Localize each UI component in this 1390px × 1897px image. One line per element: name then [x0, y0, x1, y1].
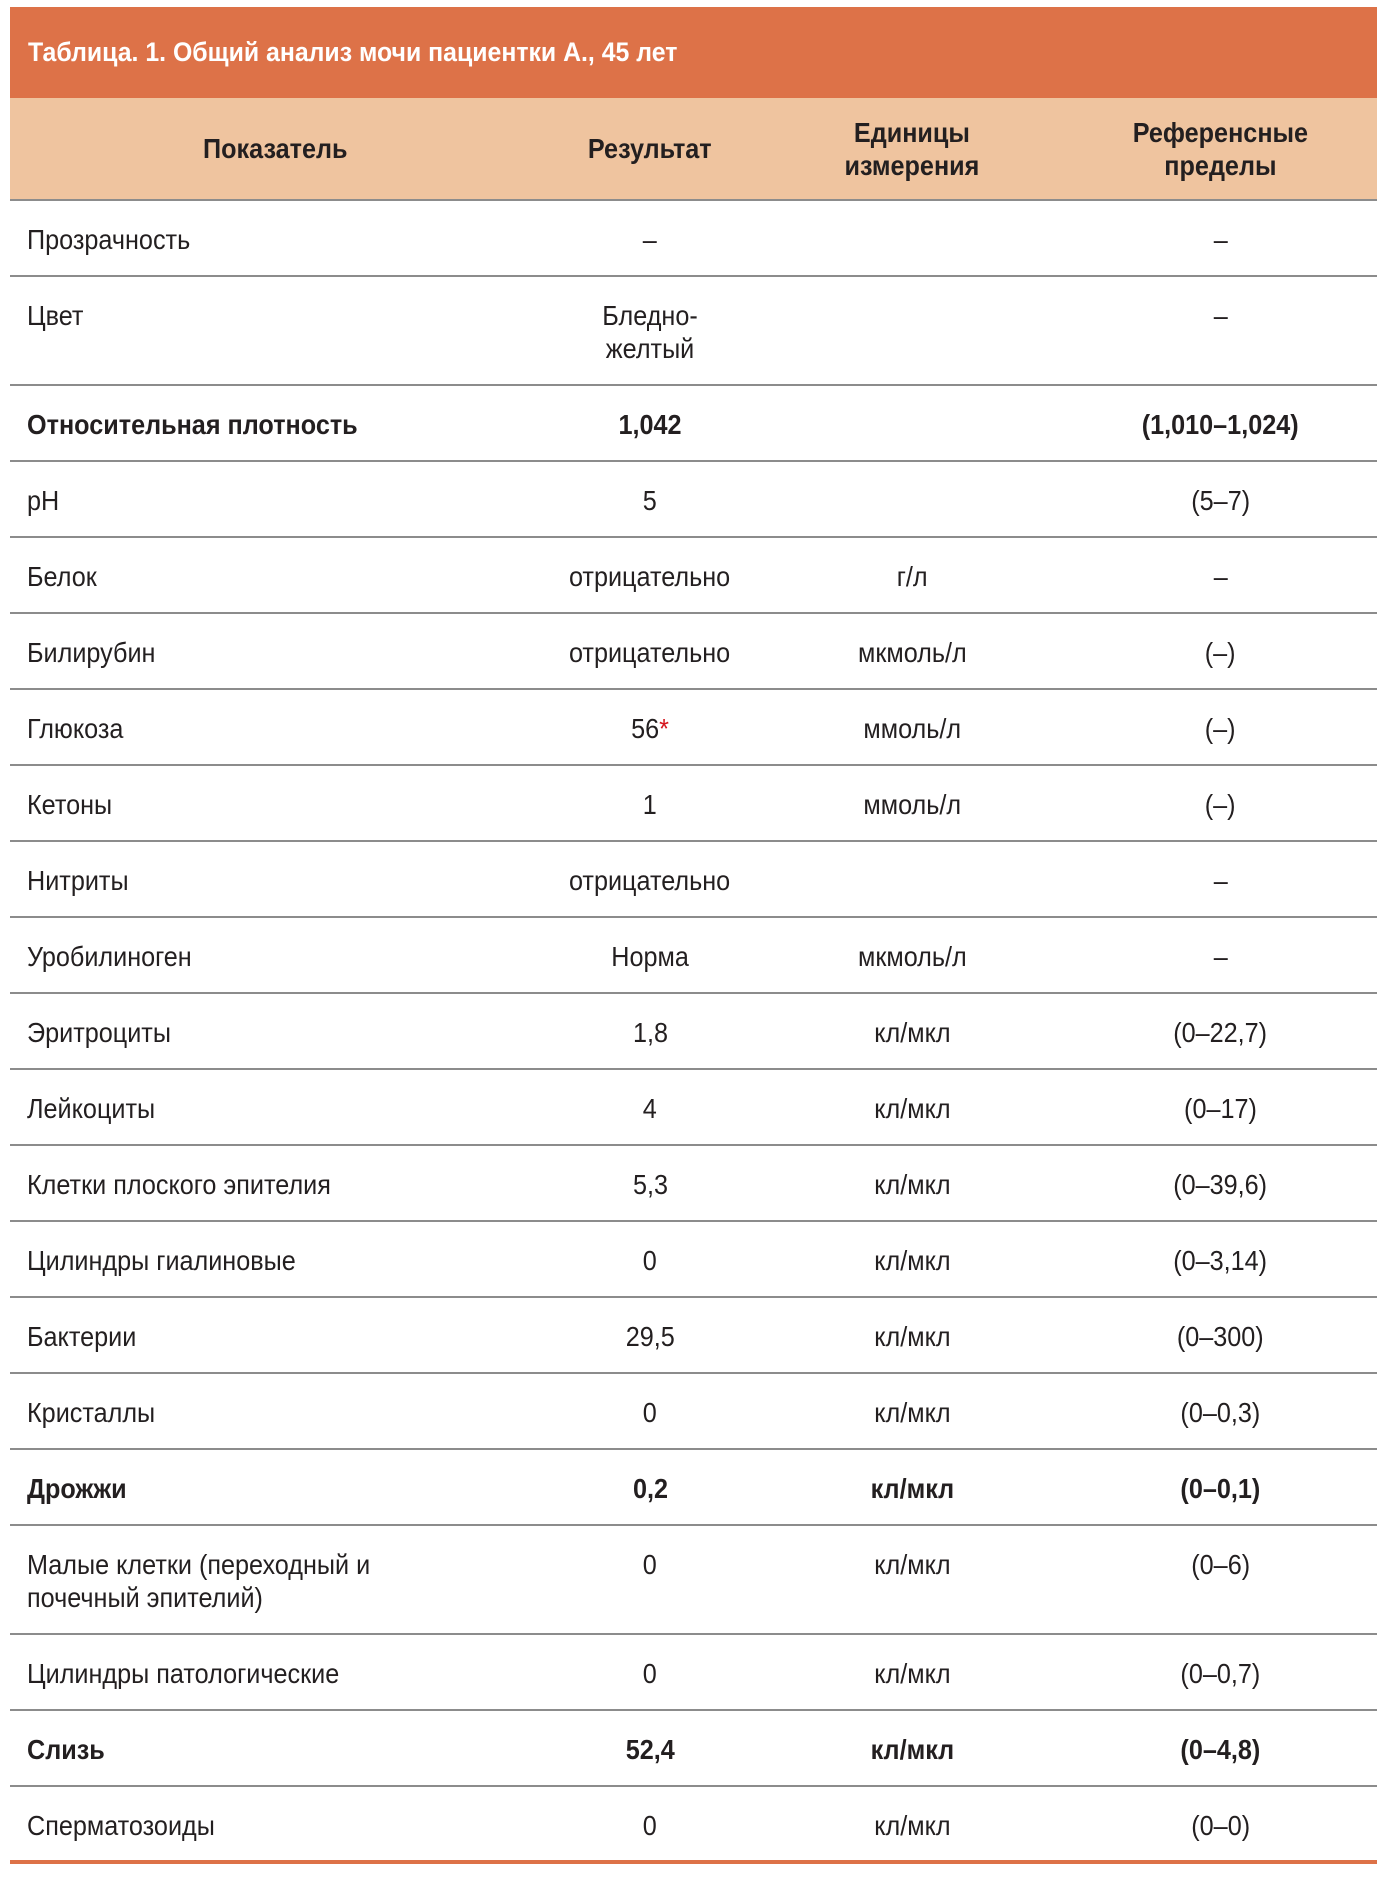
row-reference: (0–22,7)	[1064, 993, 1377, 1069]
row-name: Клетки плоского эпителия	[10, 1145, 540, 1221]
table-title: Таблица. 1. Общий анализ мочи пациентки А., 45 лет	[28, 37, 678, 67]
table-row	[10, 1221, 1377, 1297]
row-name: Цилиндры патологические	[10, 1634, 540, 1710]
row-name: Прозрачность	[10, 200, 540, 276]
table-row	[10, 537, 1377, 613]
row-unit: г/л	[760, 537, 1064, 613]
row-reference: –	[1064, 200, 1377, 276]
row-name: pH	[10, 461, 540, 537]
row-reference: (0–6)	[1064, 1525, 1377, 1634]
row-name: Уробилиноген	[10, 917, 540, 993]
row-unit: кл/мкл	[760, 1525, 1064, 1634]
row-result: 0	[540, 1634, 760, 1710]
row-result: 5	[540, 461, 760, 537]
row-unit: кл/мкл	[760, 1710, 1064, 1786]
asterisk-mark: *	[659, 713, 669, 744]
table-row	[10, 689, 1377, 765]
row-reference: (5–7)	[1064, 461, 1377, 537]
table-title-bar	[10, 7, 1377, 98]
row-name: Лейкоциты	[10, 1069, 540, 1145]
row-result: Бледно- желтый	[540, 276, 760, 385]
row-unit: мкмоль/л	[760, 917, 1064, 993]
row-result: 29,5	[540, 1297, 760, 1373]
urinalysis-table	[10, 7, 1377, 1864]
table-row	[10, 993, 1377, 1069]
row-unit: кл/мкл	[760, 1449, 1064, 1525]
row-name: Глюкоза	[10, 689, 540, 765]
row-reference: (0–300)	[1064, 1297, 1377, 1373]
table-row	[10, 1449, 1377, 1525]
row-name: Эритроциты	[10, 993, 540, 1069]
table-row	[10, 1786, 1377, 1862]
table-row	[10, 385, 1377, 461]
row-unit: ммоль/л	[760, 765, 1064, 841]
row-unit: кл/мкл	[760, 1069, 1064, 1145]
row-name: Слизь	[10, 1710, 540, 1786]
table-row	[10, 765, 1377, 841]
row-result: 1,042	[540, 385, 760, 461]
row-name: Бактерии	[10, 1297, 540, 1373]
row-name: Цвет	[10, 276, 540, 385]
header-reference: Референсные пределы	[1064, 98, 1377, 200]
table-row	[10, 1634, 1377, 1710]
row-name: Кетоны	[10, 765, 540, 841]
table-row	[10, 200, 1377, 276]
header-units: Единицы измерения	[760, 98, 1064, 200]
row-result: 4	[540, 1069, 760, 1145]
row-name: Сперматозоиды	[10, 1786, 540, 1862]
row-unit: мкмоль/л	[760, 613, 1064, 689]
row-reference: (0–0,1)	[1064, 1449, 1377, 1525]
row-unit	[760, 200, 1064, 276]
results-table	[10, 98, 1377, 1864]
row-result: 0	[540, 1786, 760, 1862]
row-unit	[760, 841, 1064, 917]
row-unit: ммоль/л	[760, 689, 1064, 765]
row-reference: –	[1064, 917, 1377, 993]
row-unit	[760, 276, 1064, 385]
row-unit: кл/мкл	[760, 1145, 1064, 1221]
table-row	[10, 461, 1377, 537]
row-result: отрицательно	[540, 613, 760, 689]
row-name: Малые клетки (переходный и почечный эпителий)	[10, 1525, 540, 1634]
row-reference: (–)	[1064, 765, 1377, 841]
row-unit: кл/мкл	[760, 1297, 1064, 1373]
header-result: Результат	[540, 98, 760, 200]
row-result: отрицательно	[540, 841, 760, 917]
row-name: Белок	[10, 537, 540, 613]
table-row	[10, 1069, 1377, 1145]
row-result: отрицательно	[540, 537, 760, 613]
row-unit: кл/мкл	[760, 1786, 1064, 1862]
table-row	[10, 276, 1377, 385]
header-indicator: Показатель	[10, 98, 540, 200]
row-result: 1,8	[540, 993, 760, 1069]
row-reference: (–)	[1064, 613, 1377, 689]
row-unit: кл/мкл	[760, 1634, 1064, 1710]
row-reference: (0–4,8)	[1064, 1710, 1377, 1786]
table-row	[10, 1373, 1377, 1449]
row-unit: кл/мкл	[760, 993, 1064, 1069]
row-reference: (0–3,14)	[1064, 1221, 1377, 1297]
row-name: Билирубин	[10, 613, 540, 689]
row-name: Цилиндры гиалиновые	[10, 1221, 540, 1297]
row-result: 0,2	[540, 1449, 760, 1525]
row-name: Кристаллы	[10, 1373, 540, 1449]
row-name: Нитриты	[10, 841, 540, 917]
row-result: –	[540, 200, 760, 276]
row-reference: (0–39,6)	[1064, 1145, 1377, 1221]
row-reference: –	[1064, 537, 1377, 613]
table-row	[10, 1145, 1377, 1221]
row-reference: (1,010–1,024)	[1064, 385, 1377, 461]
row-result: 52,4	[540, 1710, 760, 1786]
table-row	[10, 1710, 1377, 1786]
row-result: 56*	[540, 689, 760, 765]
row-result: 1	[540, 765, 760, 841]
table-row	[10, 1297, 1377, 1373]
row-reference: (0–0,3)	[1064, 1373, 1377, 1449]
row-name: Дрожжи	[10, 1449, 540, 1525]
row-result: Норма	[540, 917, 760, 993]
row-result: 0	[540, 1373, 760, 1449]
row-unit: кл/мкл	[760, 1373, 1064, 1449]
table-row	[10, 613, 1377, 689]
row-unit: кл/мкл	[760, 1221, 1064, 1297]
row-result: 5,3	[540, 1145, 760, 1221]
row-reference: (0–0)	[1064, 1786, 1377, 1862]
row-reference: –	[1064, 841, 1377, 917]
row-name: Относительная плотность	[10, 385, 540, 461]
table-row	[10, 917, 1377, 993]
header-row	[10, 98, 1377, 200]
row-result: 0	[540, 1221, 760, 1297]
row-unit	[760, 385, 1064, 461]
row-reference: –	[1064, 276, 1377, 385]
row-reference: (–)	[1064, 689, 1377, 765]
row-reference: (0–0,7)	[1064, 1634, 1377, 1710]
row-result: 0	[540, 1525, 760, 1634]
table-row	[10, 841, 1377, 917]
table-row	[10, 1525, 1377, 1634]
row-unit	[760, 461, 1064, 537]
row-reference: (0–17)	[1064, 1069, 1377, 1145]
